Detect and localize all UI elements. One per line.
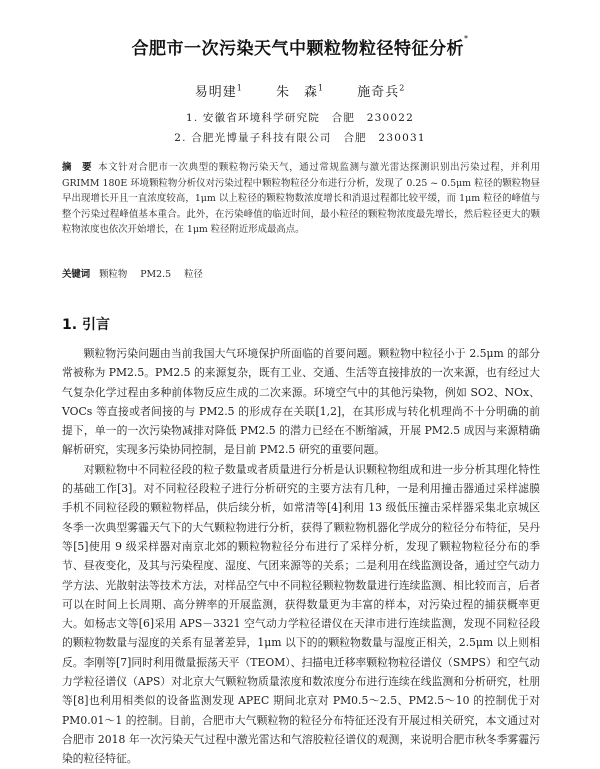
keyword: PM2.5: [140, 269, 172, 280]
body-text: [62, 344, 540, 769]
abstract-label: 摘 要: [62, 162, 93, 173]
paragraph: 颗粒物污染问题由当前我国大气环境保护所面临的首要问题。颗粒物中粒径小于 2.5μm 的部分常被称为 PM2.5。PM2.5 的来源复杂，既有工业、交通、生活等直接排放的一次来源，也有经过大气复杂化学过程由多种前体物反应生成的二次来源。环境空气中的其他污染物，例如 SO2、NOx、VOCs 等直接或者间接的与 PM2.5 的形成存在关联[1,2]，在其形成与转化机理尚不十分明确的前提下，单一的一次污染物减排对降低 PM2.5 的潜力已经在不断缩减，开展 PM2.5 成因与来源精确解析研究，实现多污染协同控制，是目前 PM2.5 研究的重要问题。: [62, 347, 540, 457]
author-name: 朱 森: [275, 85, 318, 100]
keyword: 粒径: [184, 269, 203, 280]
author: [195, 85, 243, 100]
section-title: 引言: [81, 317, 110, 333]
section-number: 1.: [62, 317, 78, 333]
keywords: [62, 266, 540, 280]
author-list: [0, 81, 600, 100]
paper-title: [0, 34, 600, 59]
author: [276, 85, 324, 100]
author: [357, 85, 405, 100]
title-text: 合肥市一次污染天气中颗粒物粒径特征分析: [131, 39, 464, 59]
author-affiliation-mark: 1: [236, 83, 243, 93]
abstract-text: 本文针对合肥市一次典型的颗粒物污染天气，通过常规监测与激光雷达探测识别出污染过程，并利用GRIMM 180E 环境颗粒物分析仪对污染过程中颗粒物粒径分布进行分析，发现了 0.25 ~ 0.5μm 粒径的颗粒物昼早出现增长开且一直浓度较高，1μm 以上粒径的颗粒物数浓度增长和消退过程都比较平缓，而 1μm 粒径的峰值与整个污染过程峰值基本重合。此外，在污染峰值的临近时间，最小粒径的颗粒物浓度最先增长，然后粒径更大的颗粒物浓度也依次开始增长，在 1μm 粒径附近形成最高点。: [62, 162, 540, 236]
author-name: 易明建: [194, 85, 237, 100]
abstract: [62, 160, 540, 238]
section-heading: [62, 314, 110, 334]
affiliation-1: 1. 安徽省环境科学研究院 合肥 230022: [185, 112, 415, 124]
keyword: 颗粒物: [99, 269, 128, 280]
affiliation-2: 2. 合肥光博量子科技有限公司 合肥 230031: [174, 132, 426, 144]
keywords-label: 关键词: [62, 269, 91, 280]
author-name: 施奇兵: [357, 85, 400, 100]
title-footnote-mark: *: [464, 34, 469, 43]
paragraph: 对颗粒物中不同粒径段的粒子数量或者质量进行分析是认识颗粒物组成和进一步分析其理化特性的基础工作[3]。对不同粒径段粒子进行分析研究的主要方法有几种，一是利用撞击器通过采样滤膜手机不同粒径段的颗粒物样品，供后续分析，如常清等[4]利用 13 级低压撞击采样器采集北京城区冬季一次典型雾霾天气下的大气颗粒物进行分析，获得了颗粒物机器化学成分的粒径分布特征，吴丹等[5]使用 9 级采样器对南京北郊的颗粒物粒径分布进行了采样分析，发现了颗粒物粒径分布的季节、昼夜变化，及其与污染程度、湿度、气团来源等的关系；二是利用在线监测设备，通过空气动力学方法、光散射法等技术方法，对样品空气中不同粒径颗粒物数量进行连续监测、相比较而言，后者可以在时间上长周期、高分辨率的开展监测，获得数量更为丰富的样本，对污染过程的捕获概率更大。如杨志文等[6]采用 APS－3321 空气动力学粒径谱仪在天津市进行连续监测，发现不同粒径段的颗粒物数量与湿度的关系有显著差异，1μm 以下的的颗粒物数量与湿度正相关，2.5μm 以上则相反。李刚等[7]同时利用微量振荡天平（TEOM）、扫描电迁移率颗粒物粒径谱仪（SMPS）和空气动力学粒径谱仪（APS）对北京大气颗粒物质量浓度和数浓度分布进行连续在线监测和分析研究，杜朋等[8]也利用相类似的设备监测发现 APEC 期间北京对 PM0.5～2.5、PM2.5～10 的控制优于对 PM0.01～1 的控制。目前，合肥市大气颗粒物的粒径分布特征还没有开展过相关研究，本文通过对合肥市 2018 年一次污染天气过程中激光雷达和气溶胶粒径谱仪的观测，来说明合肥市秋冬季雾霾污染的粒径特征。: [62, 462, 540, 766]
author-affiliation-mark: 2: [399, 83, 406, 93]
author-affiliation-mark: 1: [317, 83, 325, 93]
